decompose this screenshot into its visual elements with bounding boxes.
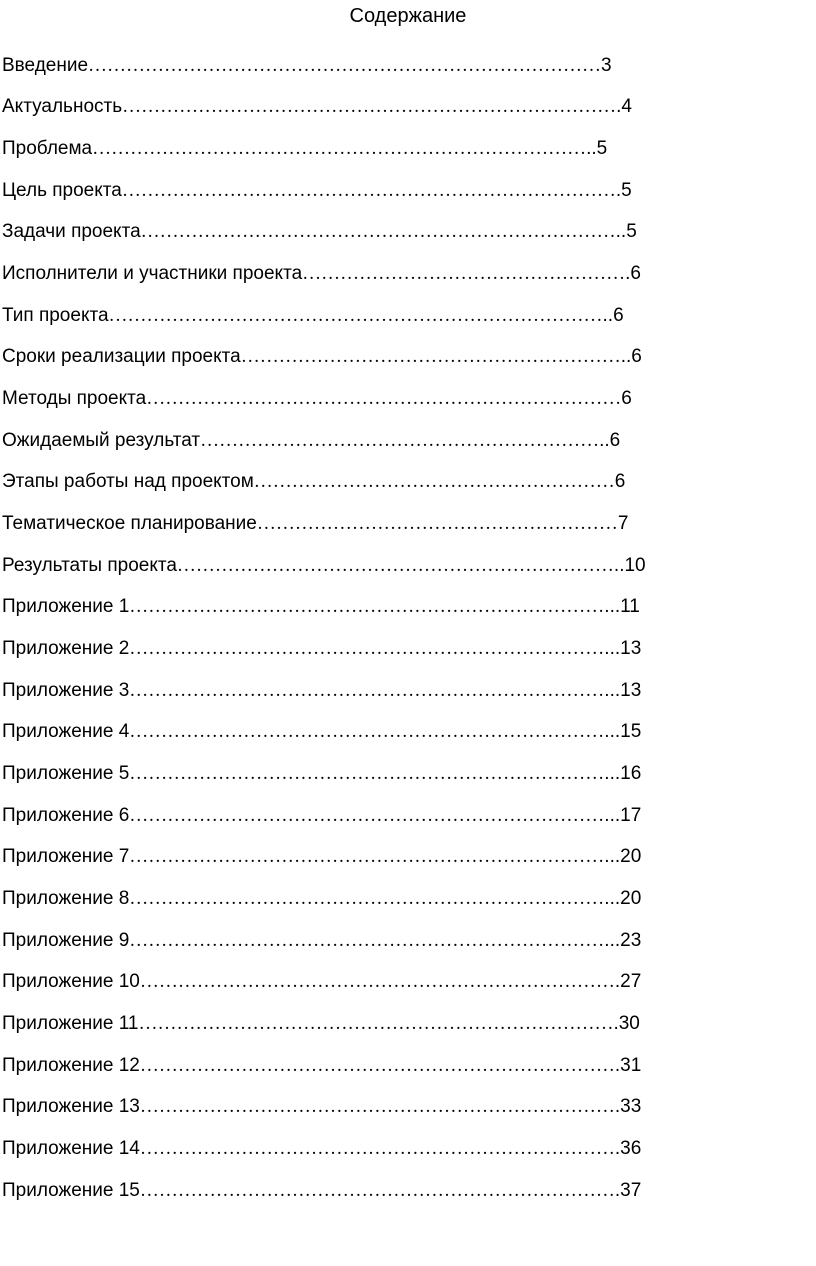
toc-entry-page: ...15	[604, 721, 642, 742]
toc-entry	[2, 344, 642, 370]
toc-entry-leader: …………………………………………………………………	[129, 680, 605, 701]
toc-entry-label: Приложение 1	[2, 596, 130, 617]
toc-entry	[2, 1178, 641, 1204]
toc-entry-label: Приложение 9	[2, 930, 130, 951]
toc-entry-label: Приложение 7	[2, 846, 130, 867]
toc-entry-label: Приложение 5	[2, 763, 130, 784]
toc-entry-page: ..5	[586, 138, 608, 159]
toc-entry-page: .31	[614, 1055, 642, 1076]
toc-entry-page: ..6	[599, 430, 621, 451]
toc-entry	[2, 261, 641, 287]
page-title: Содержание	[349, 5, 467, 27]
toc-entry	[2, 53, 612, 79]
toc-entry-page: .5	[615, 180, 632, 201]
toc-entry	[2, 803, 641, 829]
toc-entry	[2, 469, 625, 495]
toc-entry-page: ..10	[613, 555, 646, 576]
toc-entry	[2, 511, 628, 537]
toc-entry-label: Задачи проекта	[2, 221, 141, 242]
toc-entry-leader: …………………………………………………………………	[139, 1180, 615, 1201]
toc-entry-page: .6	[625, 263, 641, 284]
toc-entry-label: Проблема	[2, 138, 93, 159]
toc-entry-leader: …………………………………………………………………	[140, 221, 616, 242]
toc-entry-page: ...20	[604, 888, 642, 909]
toc-entry-page: ..6	[602, 305, 624, 326]
toc-entry-label: Приложение 8	[2, 888, 130, 909]
toc-entry-leader: ………………………………………………………	[200, 430, 600, 451]
toc-entry-leader: …………………………………………………………………	[129, 930, 605, 951]
toc-entry-page: 6	[614, 471, 626, 492]
toc-entry	[2, 136, 607, 162]
toc-entry-leader: ……………………………………………………	[240, 346, 621, 367]
toc-entry-page: .4	[616, 96, 632, 117]
toc-entry-leader: …………………………………………………………………	[129, 721, 605, 742]
toc-entry-leader: …………………………………………………	[256, 513, 618, 534]
toc-entry	[2, 928, 641, 954]
toc-entry-leader: …………………………………………………………………	[146, 388, 622, 409]
toc-entry	[2, 886, 641, 912]
toc-entry	[2, 386, 632, 412]
toc-entry-page: ...13	[604, 680, 642, 701]
toc-entry-label: Ожидаемый результат	[2, 430, 201, 451]
toc-entry	[2, 636, 641, 662]
toc-entry-label: Исполнители и участники проекта	[2, 263, 303, 284]
toc-entry-page: ...20	[604, 846, 642, 867]
toc-entry-leader: …………………………………………………………………	[129, 805, 605, 826]
toc-entry-label: Приложение 12	[2, 1055, 140, 1076]
toc-entry	[2, 678, 641, 704]
toc-entry-page: ...11	[604, 596, 640, 617]
toc-entry-leader: …………………………………………………………………	[139, 971, 615, 992]
toc-entry-leader: …………………………………………………………………	[139, 1096, 615, 1117]
toc-entry-leader: ……………………………………………………………………	[92, 138, 587, 159]
toc-entry-leader: ………………………………………………………………………	[88, 55, 602, 76]
toc-entry	[2, 94, 632, 120]
toc-entry	[2, 219, 637, 245]
toc-entry	[2, 428, 620, 454]
toc-entry-label: Актуальность	[2, 96, 123, 117]
toc-entry-leader: …………………………………………………………………	[138, 1013, 614, 1034]
toc-entry-leader: …………………………………………………………………	[129, 888, 605, 909]
toc-entry	[2, 178, 632, 204]
toc-entry-leader: …………………………………………………………………	[129, 596, 605, 617]
toc-entry-page: .27	[614, 971, 642, 992]
toc-entry-page: ..5	[615, 221, 637, 242]
toc-entry-label: Тип проекта	[2, 305, 109, 326]
toc-entry-page: .36	[614, 1138, 642, 1159]
toc-entry-leader: …………………………………………………	[253, 471, 615, 492]
toc-entry-label: Приложение 14	[2, 1138, 140, 1159]
toc-entry	[2, 719, 641, 745]
toc-entry	[2, 1053, 641, 1079]
toc-entry-label: Приложение 11	[2, 1013, 139, 1034]
toc-entry-page: 3	[601, 55, 612, 76]
toc-entry-label: Приложение 4	[2, 721, 130, 742]
toc-entry-label: Приложение 10	[2, 971, 140, 992]
toc-entry-page: ...23	[604, 930, 642, 951]
toc-entry-page: 6	[621, 388, 632, 409]
toc-entry	[2, 761, 641, 787]
toc-entry-label: Сроки реализации проекта	[2, 346, 241, 367]
toc-entry-page: .30	[613, 1013, 640, 1034]
toc-entry-leader: ……………………………………………………………………	[108, 305, 603, 326]
toc-entry-label: Тематическое планирование	[2, 513, 257, 534]
toc-entry-leader: …………………………………………………………………	[129, 846, 605, 867]
toc-entry	[2, 553, 646, 579]
toc-entry-label: Приложение 6	[2, 805, 130, 826]
toc-entry-page: ...13	[604, 638, 642, 659]
toc-entry-page: ...17	[604, 805, 642, 826]
toc-entry	[2, 844, 641, 870]
toc-entry-label: Введение	[2, 55, 89, 76]
toc-entry	[2, 1136, 641, 1162]
toc-entry	[2, 1011, 640, 1037]
toc-entry-label: Приложение 13	[2, 1096, 140, 1117]
toc-entry-page: ...16	[604, 763, 642, 784]
toc-entry-label: Этапы работы над проектом	[2, 471, 254, 492]
toc-entry-page: .37	[614, 1180, 642, 1201]
toc-entry-leader: ……………………………………………………………………	[121, 180, 616, 201]
toc-entry-leader: …………………………………………………………………	[139, 1055, 615, 1076]
toc-entry-page: ..6	[620, 346, 642, 367]
toc-entry	[2, 594, 640, 620]
toc-entry-label: Приложение 2	[2, 638, 130, 659]
toc-entry-label: Результаты проекта	[2, 555, 177, 576]
toc-entry-leader: …………………………………………………………………	[129, 763, 605, 784]
toc-entry-label: Методы проекта	[2, 388, 147, 409]
toc-entry-page: 7	[617, 513, 629, 534]
toc-entry	[2, 1094, 641, 1120]
toc-entry-leader: …………………………………………………………………	[129, 638, 605, 659]
toc-entry-leader: ……………………………………………	[302, 263, 626, 284]
toc-entry-label: Цель проекта	[2, 180, 122, 201]
toc-entry-leader: …………………………………………………………………	[139, 1138, 615, 1159]
toc-entry	[2, 969, 641, 995]
toc-entry-label: Приложение 3	[2, 680, 130, 701]
toc-entry-page: .33	[614, 1096, 642, 1117]
toc-entry-label: Приложение 15	[2, 1180, 140, 1201]
toc-entry-leader: ……………………………………………………………	[176, 555, 614, 576]
toc-entry-leader: ……………………………………………………………………	[122, 96, 617, 117]
toc-entry	[2, 303, 624, 329]
